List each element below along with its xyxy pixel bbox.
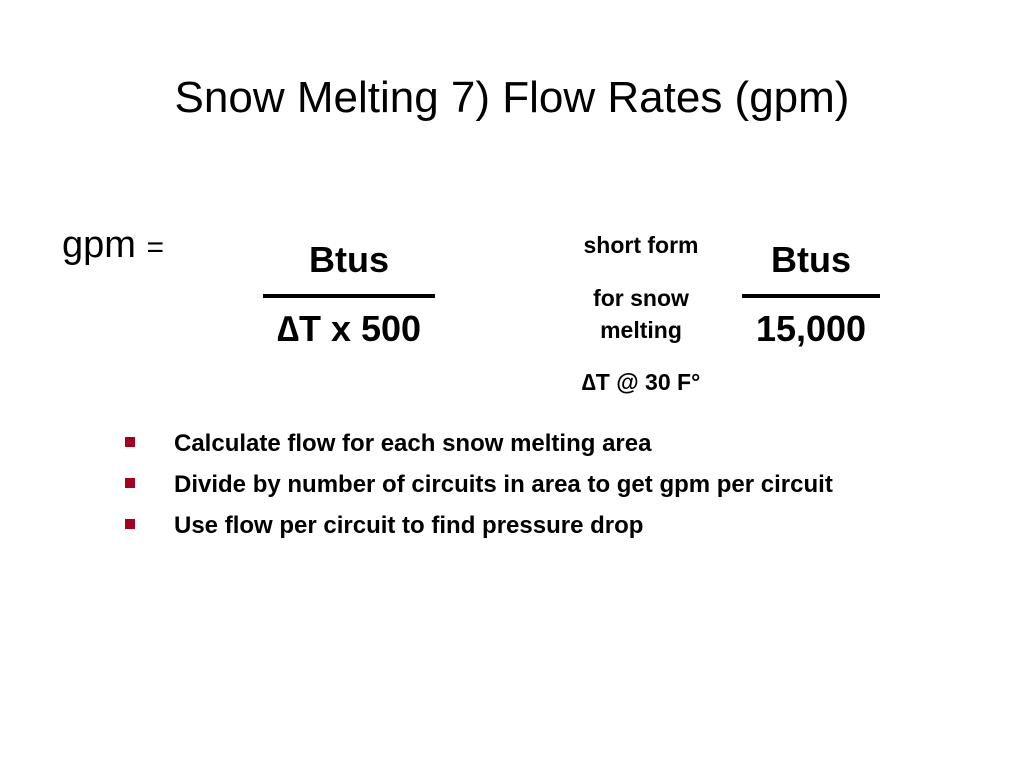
general-formula-fraction [262,240,436,349]
general-formula-denominator: ∆T x 500 [276,308,422,349]
general-formula-fraction-bar [263,294,435,298]
bullet-text: Divide by number of circuits in area to get gpm per circuit [174,471,833,498]
short-formula-numerator: Btus [771,239,851,280]
short-formula-fraction-bar [742,294,880,298]
slide-title: Snow Melting 7) Flow Rates (gpm) [174,73,850,122]
square-bullet-icon [125,519,135,529]
short-formula-fraction [742,240,880,349]
gpm-text: gpm [62,224,136,266]
square-bullet-icon [125,437,135,447]
gpm-label [62,222,164,271]
bullet-text: Calculate flow for each snow melting area [174,430,652,457]
short-form-note-line-2: for snow melting [593,285,689,343]
equals-sign: = [146,231,165,264]
bullet-item [122,464,833,505]
short-formula-denominator: 15,000 [755,308,867,349]
bullet-text: Use flow per circuit to find pressure drop [174,512,644,539]
general-formula-numerator: Btus [309,239,389,280]
square-bullet-icon [125,478,135,488]
bullet-list [122,423,833,546]
short-form-note-line-1: short form [583,232,699,258]
bullet-item [122,505,833,546]
bullet-item [122,423,833,464]
short-form-note-line-3: ∆T @ 30 F° [581,369,701,395]
